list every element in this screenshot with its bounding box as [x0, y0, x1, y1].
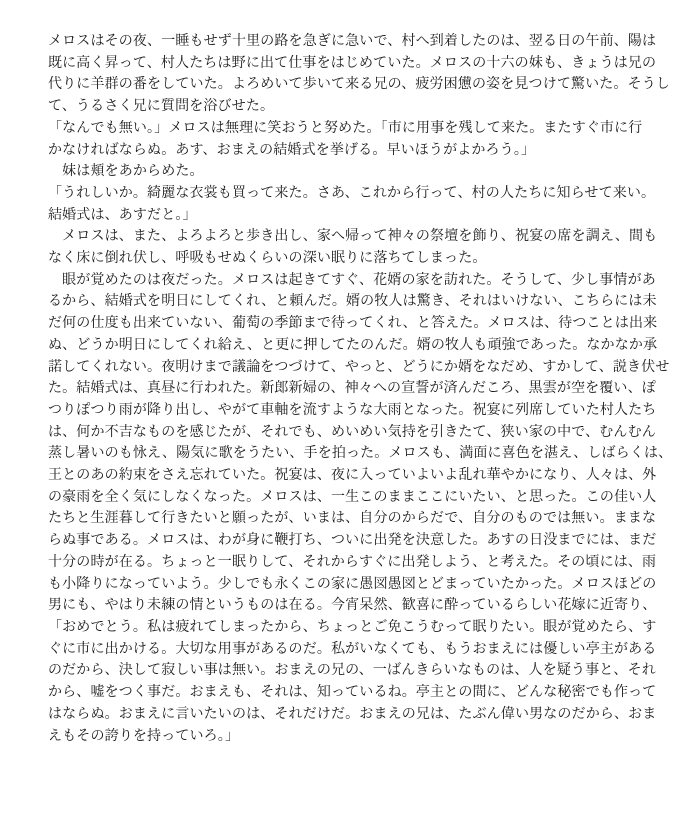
text-line: 諾してくれない。夜明けまで議論をつづけて、やっと、どうにか婿をなだめ、すかして、説き伏せ — [48, 357, 670, 374]
text-line: 蒸し暑いのも怺え、陽気に歌をうたい、手を拍った。メロスも、満面に喜色を湛え、しばらくは、 — [48, 444, 673, 461]
text-line: なく床に倒れ伏し、呼吸もせぬくらいの深い眠りに落ちてしまった。 — [48, 249, 487, 266]
text-line: て、うるさく兄に質問を浴びせた。 — [48, 97, 275, 114]
text-line: も小降りになっていよう。少しでも永くこの家に愚図愚図とどまっていたかった。メロスほどの — [48, 574, 657, 591]
text-line: 既に高く昇って、村人たちは野に出て仕事をはじめていた。メロスの十六の妹も、きょうは兄の — [48, 53, 657, 70]
paragraph — [48, 30, 670, 117]
text-line: たちと生涯暮して行きたいと願ったが、いまは、自分のからだで、自分のものでは無い。ままな — [48, 509, 657, 526]
text-line: 妹は頬をあからめた。 — [48, 162, 204, 179]
text-line: 代りに羊群の番をしていた。よろめいて歩いて来る兄の、疲労困憊の姿を見つけて驚いた。そうし — [48, 75, 671, 92]
text-line: の豪雨を全く気にしなくなった。メロスは、一生このままここにいたい、と思った。この佳い人 — [48, 487, 657, 504]
text-line: 男にも、やはり未練の情というものは在る。今宵呆然、歓喜に酔っているらしい花嫁に近寄り、 — [48, 596, 657, 613]
paragraph — [48, 117, 670, 160]
text-line: だ何の仕度も出来ていない、葡萄の季節まで待ってくれ、と答えた。メロスは、待つことは出来 — [48, 314, 658, 331]
text-line: から、嘘をつく事だ。おまえも、それは、知っているね。亭主との間に、どんな秘密でも作って — [48, 683, 657, 700]
text-line: かなければならぬ。あす、おまえの結婚式を挙げる。早いほうがよかろう。」 — [48, 140, 536, 157]
text-line: メロスは、また、よろよろと歩き出し、家へ帰って神々の祭壇を飾り、祝宴の席を調え、間も — [48, 227, 658, 244]
text-line: た。結婚式は、真昼に行われた。新郎新婦の、神々への宣誓が済んだころ、黒雲が空を覆い、ぽ — [48, 379, 656, 396]
text-line: 眼が覚めたのは夜だった。メロスは起きてすぐ、花婿の家を訪れた。そうして、少し事情があ — [48, 270, 656, 287]
paragraph — [48, 225, 670, 268]
text-line: ぬ、どうか明日にしてくれ給え、と更に押してたのんだ。婿の牧人も頑強であった。なかなか承 — [48, 335, 658, 352]
text-line: 「なんでも無い。」メロスは無理に笑おうと努めた。「市に用事を残して来た。またすぐ市に行 — [48, 118, 643, 135]
paragraph — [48, 616, 670, 746]
text-line: はならぬ。おまえに言いたいのは、それだけだ。おまえの兄は、たぶん偉い男なのだから、おま — [48, 704, 657, 721]
text-line: 「うれしいか。綺麗な衣裳も買って来た。さあ、これから行って、村の人たちに知らせて来い。 — [48, 183, 656, 200]
text-line: ぐに市に出かける。大切な用事があるのだ。私がいなくても、もうおまえには優しい亭主がある — [48, 639, 657, 656]
text-line: つりぽつり雨が降り出し、やがて車軸を流すような大雨となった。祝宴に列席していた村人たち — [48, 400, 657, 417]
text-line: 王とのあの約束をさえ忘れていた。祝宴は、夜に入っていよいよ乱れ華やかになり、人々は、外 — [48, 466, 657, 483]
text-line: 十分の時が在る。ちょっと一眠りして、それからすぐに出発しよう、と考えた。その頃には、雨 — [48, 552, 657, 569]
text-line: メロスはその夜、一睡もせず十里の路を急ぎに急いで、村へ到着したのは、翌る日の午前、陽は — [48, 32, 657, 48]
text-line: えもその誇りを持っていろ。」 — [48, 726, 240, 743]
text-line: るから、結婚式を明日にしてくれ、と頼んだ。婿の牧人は驚き、それはいけない、こちらには未 — [48, 292, 657, 309]
text-line: 結婚式は、あすだと。」 — [48, 205, 197, 222]
paragraph — [48, 160, 670, 182]
text-line: らぬ事である。メロスは、わが身に鞭打ち、ついに出発を決意した。あすの日没までには、まだ — [48, 531, 657, 548]
text-line: は、何か不吉なものを感じたが、それでも、めいめい気持を引きたて、狭い家の中で、むんむん — [48, 422, 656, 439]
paragraph — [48, 269, 673, 616]
text-line: のだから、決して寂しい事は無い。おまえの兄の、一ばんきらいなものは、人を疑う事と、それ — [48, 661, 656, 678]
paragraph — [48, 182, 670, 225]
text-content — [48, 30, 673, 746]
text-line: 「おめでとう。私は疲れてしまったから、ちょっとご免こうむって眠りたい。眼が覚めたら、す — [48, 617, 657, 634]
